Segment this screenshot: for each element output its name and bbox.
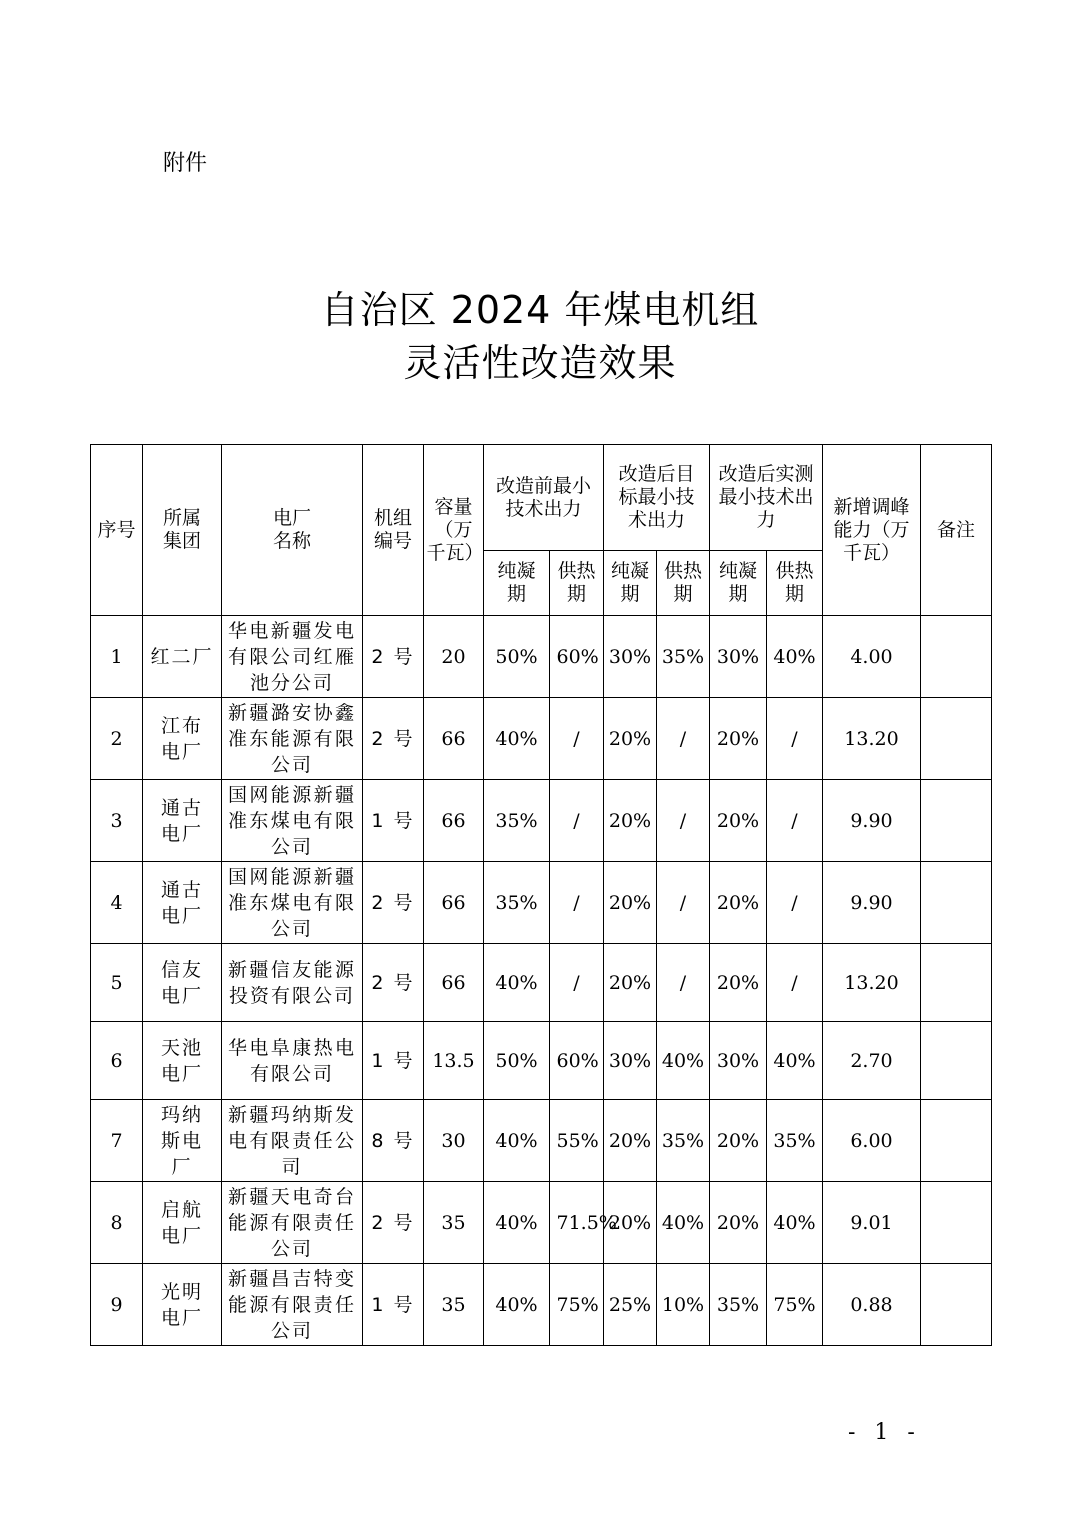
cell-text: 40%	[495, 1129, 538, 1152]
cell-text: 新疆潞安协鑫准东能源有限公司	[228, 701, 356, 776]
cell-remark	[921, 862, 992, 944]
cell-text: 35	[441, 1211, 466, 1234]
cell-text: 40%	[773, 1049, 816, 1072]
cell-text: 20%	[608, 971, 652, 994]
cell-text: 35%	[661, 645, 705, 668]
cell-text: 通古电厂	[160, 796, 203, 845]
cell-unit	[363, 780, 424, 862]
cell-text: 8	[110, 1211, 123, 1234]
cell-before-h	[550, 698, 604, 780]
cell-text: 30%	[716, 1049, 760, 1072]
cell-plant	[222, 780, 363, 862]
cell-seq	[91, 616, 143, 698]
table-row	[91, 1182, 992, 1264]
cell-text: 40%	[661, 1211, 705, 1234]
cell-plant	[222, 944, 363, 1022]
retrofit-results-table	[90, 444, 992, 1346]
cell-group	[143, 1182, 222, 1264]
cell-text: 4.00	[850, 645, 893, 668]
header-actual: 改造后实测最小技术出力	[710, 445, 823, 551]
cell-unit	[363, 1100, 424, 1182]
cell-peak	[823, 1022, 921, 1100]
cell-actual-c	[710, 1022, 767, 1100]
cell-text: 35%	[661, 1129, 705, 1152]
cell-text: 20%	[608, 1211, 652, 1234]
cell-text: 66	[441, 971, 466, 994]
cell-target-h	[657, 944, 710, 1022]
cell-text: 35%	[716, 1293, 760, 1316]
cell-target-h	[657, 862, 710, 944]
cell-text: 9.01	[850, 1211, 893, 1234]
cell-capacity	[424, 1022, 484, 1100]
cell-text: 13.20	[844, 971, 899, 994]
cell-target-c	[604, 1022, 657, 1100]
cell-target-h	[657, 616, 710, 698]
cell-text: 20%	[716, 1129, 760, 1152]
cell-seq	[91, 1022, 143, 1100]
cell-target-h	[657, 698, 710, 780]
cell-text: 9	[110, 1293, 123, 1316]
cell-text: 30%	[716, 645, 760, 668]
cell-actual-h	[767, 944, 823, 1022]
cell-group	[143, 944, 222, 1022]
cell-actual-c	[710, 616, 767, 698]
cell-before-c	[484, 1182, 550, 1264]
table-row	[91, 698, 992, 780]
cell-text: 9.90	[850, 809, 893, 832]
document-title-line1: 自治区 2024 年煤电机组	[320, 288, 760, 332]
cell-seq	[91, 1264, 143, 1346]
cell-peak	[823, 1264, 921, 1346]
cell-remark	[921, 944, 992, 1022]
attachment-label: 附件	[163, 151, 208, 176]
cell-text: 1 号	[371, 1049, 415, 1072]
cell-text: 0.88	[850, 1293, 893, 1316]
header-group: 所属集团	[143, 445, 222, 616]
cell-unit	[363, 616, 424, 698]
cell-target-h	[657, 1100, 710, 1182]
cell-actual-c	[710, 698, 767, 780]
cell-text: 新疆昌吉特变能源有限责任公司	[228, 1267, 356, 1342]
cell-actual-c	[710, 1264, 767, 1346]
cell-text: 通古电厂	[160, 878, 203, 927]
cell-text: 75%	[773, 1293, 816, 1316]
cell-text: /	[679, 727, 687, 750]
cell-text: 30%	[608, 645, 652, 668]
cell-text: 6.00	[850, 1129, 893, 1152]
cell-capacity	[424, 944, 484, 1022]
cell-text: 启航电厂	[160, 1198, 203, 1247]
header-capacity: 容量（万千瓦）	[424, 445, 484, 616]
cell-before-h	[550, 780, 604, 862]
cell-target-c	[604, 1100, 657, 1182]
cell-text: 35%	[773, 1129, 816, 1152]
cell-text: /	[679, 891, 687, 914]
cell-plant	[222, 1022, 363, 1100]
cell-group	[143, 698, 222, 780]
cell-text: 2 号	[371, 971, 415, 994]
cell-capacity	[424, 1182, 484, 1264]
cell-target-c	[604, 780, 657, 862]
cell-text: 35%	[495, 809, 538, 832]
cell-target-c	[604, 1264, 657, 1346]
cell-text: /	[791, 971, 798, 994]
cell-text: /	[573, 809, 580, 832]
cell-group	[143, 616, 222, 698]
cell-actual-h	[767, 1100, 823, 1182]
cell-text: 5	[110, 971, 123, 994]
cell-peak	[823, 944, 921, 1022]
cell-peak	[823, 1100, 921, 1182]
cell-text: 光明电厂	[160, 1280, 203, 1329]
cell-text: 66	[441, 727, 466, 750]
cell-text: 40%	[495, 1293, 538, 1316]
cell-text: 40%	[495, 971, 538, 994]
header-target-condensing: 纯凝期	[604, 551, 657, 616]
cell-text: 20%	[716, 809, 760, 832]
cell-unit	[363, 1182, 424, 1264]
cell-text: 华电新疆发电有限公司红雁池分公司	[228, 619, 356, 694]
cell-before-c	[484, 698, 550, 780]
cell-remark	[921, 780, 992, 862]
cell-actual-h	[767, 780, 823, 862]
cell-unit	[363, 862, 424, 944]
cell-seq	[91, 944, 143, 1022]
cell-text: /	[573, 971, 580, 994]
table-row	[91, 1100, 992, 1182]
cell-actual-h	[767, 1264, 823, 1346]
cell-text: 50%	[495, 1049, 538, 1072]
cell-text: 20%	[608, 1129, 652, 1152]
cell-text: 新疆信友能源投资有限公司	[228, 958, 356, 1007]
cell-remark	[921, 1022, 992, 1100]
cell-before-h	[550, 944, 604, 1022]
table-row	[91, 862, 992, 944]
cell-capacity	[424, 616, 484, 698]
cell-text: 20	[441, 645, 466, 668]
cell-actual-c	[710, 780, 767, 862]
cell-text: 20%	[716, 1211, 760, 1234]
cell-text: 40%	[661, 1049, 705, 1072]
cell-target-c	[604, 698, 657, 780]
header-peak: 新增调峰能力（万千瓦）	[823, 445, 921, 616]
cell-peak	[823, 862, 921, 944]
cell-text: /	[679, 971, 687, 994]
cell-before-h	[550, 862, 604, 944]
cell-group	[143, 1022, 222, 1100]
cell-text: /	[679, 809, 687, 832]
cell-text: 新疆天电奇台能源有限责任公司	[228, 1185, 356, 1260]
cell-seq	[91, 1182, 143, 1264]
header-unit: 机组编号	[363, 445, 424, 616]
cell-text: 40%	[495, 727, 538, 750]
cell-target-c	[604, 1182, 657, 1264]
cell-unit	[363, 944, 424, 1022]
cell-text: 40%	[773, 645, 816, 668]
cell-remark	[921, 1100, 992, 1182]
cell-seq	[91, 1100, 143, 1182]
cell-actual-c	[710, 944, 767, 1022]
header-seq: 序号	[91, 445, 143, 616]
cell-text: 40%	[495, 1211, 538, 1234]
header-before-heating: 供热期	[550, 551, 604, 616]
cell-text: 天池电厂	[160, 1036, 203, 1085]
cell-unit	[363, 698, 424, 780]
cell-text: /	[573, 891, 580, 914]
cell-actual-c	[710, 862, 767, 944]
cell-text: 玛纳斯电厂	[160, 1103, 203, 1178]
cell-actual-h	[767, 862, 823, 944]
cell-group	[143, 780, 222, 862]
cell-before-c	[484, 944, 550, 1022]
cell-remark	[921, 698, 992, 780]
cell-text: /	[791, 891, 798, 914]
cell-text: 8 号	[371, 1129, 415, 1152]
cell-plant	[222, 616, 363, 698]
table-row	[91, 616, 992, 698]
cell-before-h	[550, 1100, 604, 1182]
cell-peak	[823, 780, 921, 862]
cell-text: 20%	[608, 727, 652, 750]
cell-before-h	[550, 616, 604, 698]
table-row	[91, 944, 992, 1022]
cell-plant	[222, 862, 363, 944]
cell-actual-h	[767, 1022, 823, 1100]
cell-before-c	[484, 1100, 550, 1182]
cell-text: 4	[110, 891, 123, 914]
cell-peak	[823, 1182, 921, 1264]
cell-text: 35	[441, 1293, 466, 1316]
cell-seq	[91, 862, 143, 944]
cell-capacity	[424, 1100, 484, 1182]
cell-text: 55%	[556, 1129, 599, 1152]
cell-target-h	[657, 1264, 710, 1346]
header-before: 改造前最小技术出力	[484, 445, 604, 551]
cell-remark	[921, 1182, 992, 1264]
cell-capacity	[424, 698, 484, 780]
cell-group	[143, 862, 222, 944]
cell-plant	[222, 1182, 363, 1264]
cell-before-c	[484, 780, 550, 862]
cell-text: 1 号	[371, 809, 415, 832]
cell-text: 国网能源新疆准东煤电有限公司	[228, 865, 356, 940]
cell-before-h	[550, 1022, 604, 1100]
cell-plant	[222, 1264, 363, 1346]
cell-text: 66	[441, 809, 466, 832]
cell-text: 2.70	[850, 1049, 893, 1072]
cell-target-c	[604, 944, 657, 1022]
header-remark: 备注	[921, 445, 992, 616]
cell-text: 60%	[556, 1049, 599, 1072]
cell-seq	[91, 780, 143, 862]
page-number: - 1 -	[848, 1420, 921, 1445]
cell-text: 新疆玛纳斯发电有限责任公司	[228, 1103, 356, 1178]
cell-text: 1	[110, 645, 123, 668]
cell-target-h	[657, 1022, 710, 1100]
cell-before-h	[550, 1182, 617, 1264]
cell-before-c	[484, 616, 550, 698]
cell-actual-h	[767, 616, 823, 698]
cell-target-c	[604, 616, 657, 698]
cell-before-c	[484, 1022, 550, 1100]
cell-seq	[91, 698, 143, 780]
cell-text: 35%	[495, 891, 538, 914]
cell-actual-h	[767, 1182, 823, 1264]
cell-text: /	[791, 727, 798, 750]
cell-text: 20%	[716, 891, 760, 914]
cell-actual-c	[710, 1182, 767, 1264]
cell-unit	[363, 1264, 424, 1346]
cell-text: 71.5%	[556, 1211, 617, 1234]
cell-group	[143, 1100, 222, 1182]
cell-text: 国网能源新疆准东煤电有限公司	[228, 783, 356, 858]
table-row	[91, 1264, 992, 1346]
cell-text: 9.90	[850, 891, 893, 914]
header-plant: 电厂名称	[222, 445, 363, 616]
cell-capacity	[424, 780, 484, 862]
header-target: 改造后目标最小技术出力	[604, 445, 710, 551]
cell-text: 信友电厂	[160, 958, 203, 1007]
cell-text: 13.5	[432, 1049, 475, 1072]
cell-plant	[222, 698, 363, 780]
cell-remark	[921, 616, 992, 698]
cell-text: 10%	[661, 1293, 705, 1316]
cell-actual-c	[710, 1100, 767, 1182]
cell-text: 江布电厂	[160, 714, 203, 763]
cell-text: 2 号	[371, 1211, 415, 1234]
cell-text: /	[791, 809, 798, 832]
cell-text: 25%	[608, 1293, 652, 1316]
cell-text: 2 号	[371, 727, 415, 750]
cell-text: 6	[110, 1049, 123, 1072]
header-actual-heating: 供热期	[767, 551, 823, 616]
cell-text: 20%	[716, 971, 760, 994]
cell-text: 20%	[608, 809, 652, 832]
cell-text: 2	[110, 727, 123, 750]
header-actual-condensing: 纯凝期	[710, 551, 767, 616]
cell-target-h	[657, 780, 710, 862]
cell-plant	[222, 1100, 363, 1182]
cell-before-h	[550, 1264, 604, 1346]
cell-peak	[823, 698, 921, 780]
cell-text: 20%	[608, 891, 652, 914]
table-row	[91, 1022, 992, 1100]
cell-text: 66	[441, 891, 466, 914]
cell-target-c	[604, 862, 657, 944]
document-title-line2: 灵活性改造效果	[403, 341, 677, 385]
header-target-heating: 供热期	[657, 551, 710, 616]
cell-text: 华电阜康热电有限公司	[228, 1036, 356, 1085]
cell-text: 20%	[716, 727, 760, 750]
cell-target-h	[657, 1182, 710, 1264]
cell-text: 30%	[608, 1049, 652, 1072]
cell-unit	[363, 1022, 424, 1100]
cell-text: 13.20	[844, 727, 899, 750]
cell-text: 7	[110, 1129, 123, 1152]
cell-text: 1 号	[371, 1293, 415, 1316]
cell-text: /	[573, 727, 580, 750]
cell-before-c	[484, 862, 550, 944]
table-row	[91, 780, 992, 862]
cell-peak	[823, 616, 921, 698]
cell-remark	[921, 1264, 992, 1346]
cell-text: 2 号	[371, 645, 415, 668]
cell-capacity	[424, 862, 484, 944]
cell-text: 75%	[556, 1293, 599, 1316]
cell-text: 30	[441, 1129, 466, 1152]
cell-text: 3	[110, 809, 123, 832]
cell-text: 40%	[773, 1211, 816, 1234]
cell-text: 红二厂	[150, 645, 214, 668]
cell-text: 50%	[495, 645, 538, 668]
cell-before-c	[484, 1264, 550, 1346]
cell-text: 2 号	[371, 891, 415, 914]
header-before-condensing: 纯凝期	[484, 551, 550, 616]
cell-text: 60%	[556, 645, 599, 668]
cell-capacity	[424, 1264, 484, 1346]
cell-actual-h	[767, 698, 823, 780]
cell-group	[143, 1264, 222, 1346]
